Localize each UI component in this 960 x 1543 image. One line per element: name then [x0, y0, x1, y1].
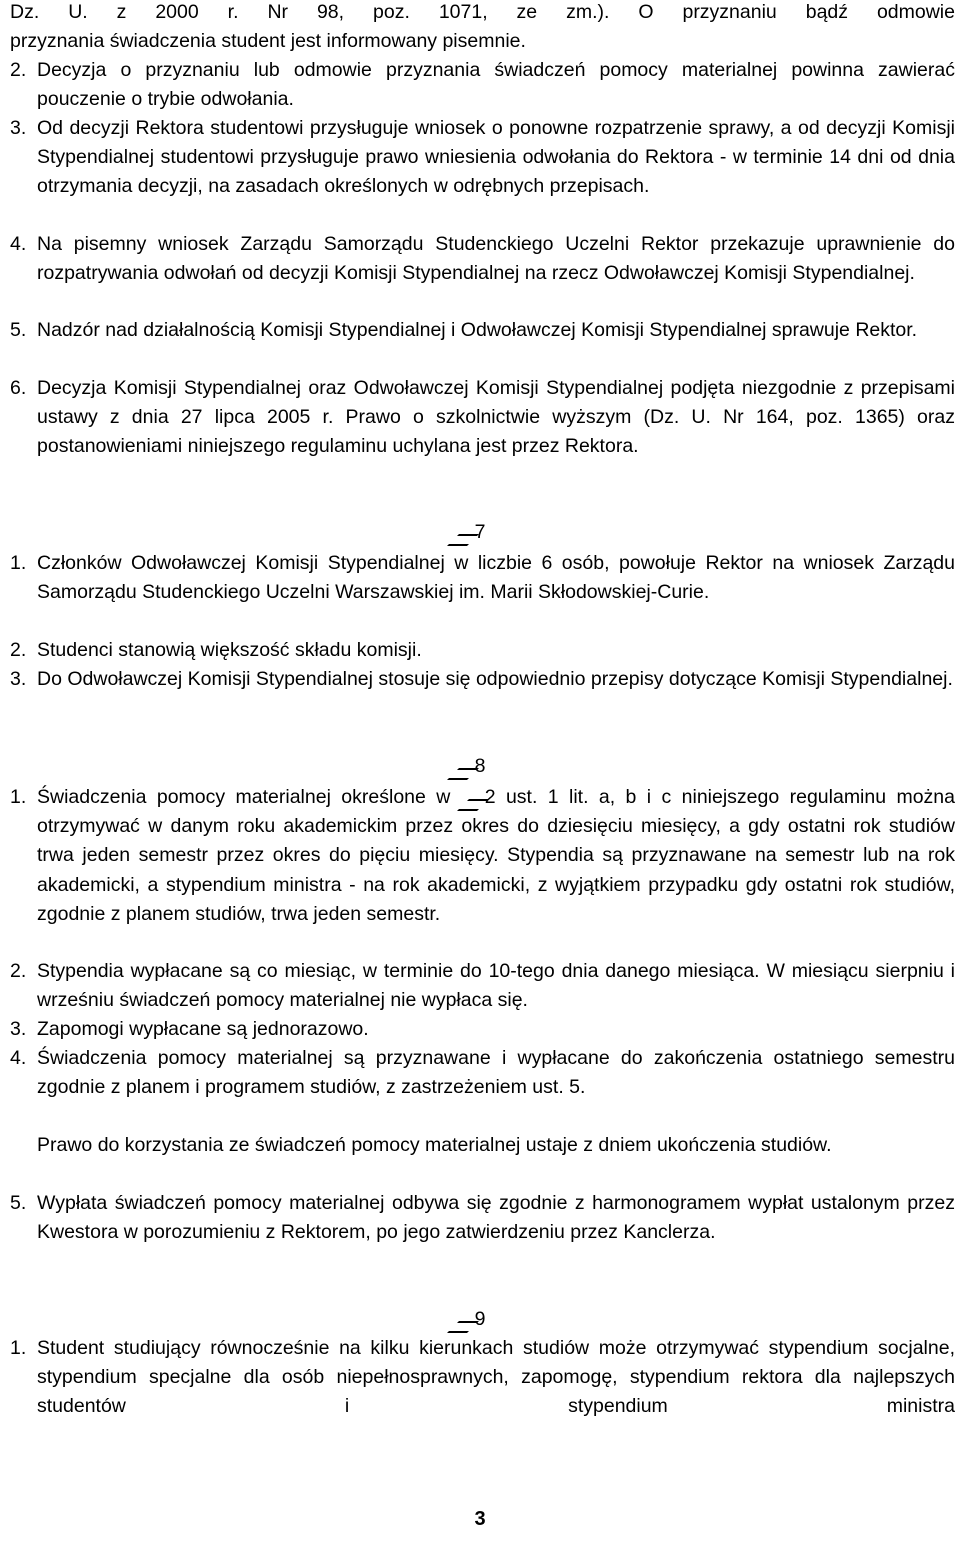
list-item: [10, 549, 955, 607]
top-line-1: Dz. U. z 2000 r. Nr 98, poz. 1071, ze zm.). O przyznaniu bądź odmowie: [10, 1, 955, 23]
list-item: [10, 1334, 955, 1422]
list-item: [10, 114, 955, 202]
item-number: 2.: [10, 59, 27, 81]
item-number: 4.: [10, 233, 27, 255]
item-text: Decyzja o przyznaniu lub odmowie przyznania świadczeń pomocy materialnej powinna zawierać pouczenie o trybie odwołania.: [37, 59, 955, 111]
item-number: 2.: [10, 960, 27, 982]
top-continuation: [10, 0, 955, 56]
list-item: [10, 636, 955, 665]
item-number: 5.: [10, 1192, 27, 1214]
list-item: [10, 1015, 955, 1044]
item-text-part: ust. 1 lit. a, b i c niniejszego regulaminu można otrzymywać w danym roku akademickim przez okres do dziesięciu miesięcy, a gdy ostatni rok studiów trwa jeden semestr przez okres do pięciu miesięcy. Stypendia są przyznawane na semestr lub na rok akademicki, a stypendium ministra - na rok akademicki, z wyjątkiem przypadku gdy ostatni rok studiów, zgodnie z planem studiów, trwa jeden semestr.: [37, 786, 955, 925]
item-number: 3.: [10, 1018, 27, 1040]
list-item: [10, 56, 955, 114]
item-text: Członków Odwoławczej Komisji Stypendialnej w liczbie 6 osób, powołuje Rektor na wniosek Zarządu Samorządu Studenckiego Uczelni Warszawskiej im. Marii Skłodowskiej-Curie.: [37, 552, 955, 604]
list-item: [10, 783, 955, 929]
item-text: Świadczenia pomocy materialnej są przyznawane i wypłacane do zakończenia ostatniego semestru zgodnie z planem i programem studiów, z zastrzeżeniem ust. 5.: [37, 1047, 955, 1099]
item-text-part: Świadczenia pomocy materialnej określone w: [37, 786, 461, 808]
top-line-2: przyznania świadczenia student jest informowany pisemnie.: [10, 30, 526, 53]
section-number: 9: [474, 1308, 486, 1330]
list-item: [10, 316, 955, 345]
item-text: Zapomogi wypłacane są jednorazowo.: [37, 1018, 369, 1040]
page-number: 3: [474, 1508, 486, 1530]
item-text: Stypendia wypłacane są co miesiąc, w terminie do 10-tego dnia danego miesiąca. W miesiącu sierpniu i wrześniu świadczeń pomocy materialnej nie wypłaca się.: [37, 960, 955, 1012]
item-text: Decyzja Komisji Stypendialnej oraz Odwoławczej Komisji Stypendialnej podjęta niezgodnie z przepisami ustawy z dnia 27 lipca 2005 r. Prawo o szkolnictwie wyższym (Dz. U. Nr 164, poz. 1365) oraz postanowieniami niniejszego regulaminu uchylana jest przez Rektora.: [37, 377, 955, 458]
item-number: 1.: [10, 552, 27, 574]
section-reference: 2: [484, 786, 496, 808]
section-heading-9: [0, 1305, 960, 1334]
item-text: Wypłata świadczeń pomocy materialnej odbywa się zgodnie z harmonogramem wypłat ustalonym przez Kwestora w porozumieniu z Rektorem, po jego zatwierdzeniu przez Kanclerza.: [37, 1192, 955, 1244]
item-text: Nadzór nad działalnością Komisji Stypendialnej i Odwoławczej Komisji Stypendialnej sprawuje Rektor.: [37, 319, 918, 341]
item-number: 6.: [10, 377, 27, 399]
item-text: Od decyzji Rektora studentowi przysługuje wniosek o ponowne rozpatrzenie sprawy, a od decyzji Komisji Stypendialnej studentowi przysługuje prawo wniesienia odwołania do Rektora - w terminie 14 dni od dnia otrzymania decyzji, na zasadach określonych w odrębnych przepisach.: [37, 117, 955, 198]
section-heading-8: [0, 752, 960, 781]
list-item: [10, 1044, 955, 1102]
section-number: 7: [474, 521, 486, 543]
item-text: Do Odwoławczej Komisji Stypendialnej stosuje się odpowiednio przepisy dotyczące Komisji Stypendialnej.: [37, 668, 953, 690]
item-number: 3.: [10, 117, 27, 139]
item-number: 1.: [10, 786, 27, 808]
item-text: Studenci stanowią większość składu komisji.: [37, 639, 422, 661]
item-number: 4.: [10, 1047, 27, 1069]
item-number: 2.: [10, 639, 27, 661]
item-text: [37, 783, 955, 929]
list-item: [10, 374, 955, 462]
list-item: [10, 957, 955, 1015]
list-item: [10, 1189, 955, 1247]
section-number: 8: [474, 755, 486, 777]
item-number: 3.: [10, 668, 27, 690]
item-continuation: Prawo do korzystania ze świadczeń pomocy materialnej ustaje z dniem ukończenia studiów.: [37, 1134, 832, 1156]
list-item: [10, 665, 955, 694]
item-text: Student studiujący równocześnie na kilku kierunkach studiów może otrzymywać stypendium socjalne, stypendium specjalne dla osób niepełnosprawnych, zapomogę, stypendium rektora dla najlepszych studentów i stypendium ministra: [37, 1337, 955, 1418]
item-text: Na pisemny wniosek Zarządu Samorządu Studenckiego Uczelni Rektor przekazuje uprawnienie do rozpatrywania odwołań od decyzji Komisji Stypendialnej na rzecz Odwoławczej Komisji Stypendialnej.: [37, 233, 955, 285]
item-number: 1.: [10, 1337, 27, 1359]
item-number: 5.: [10, 319, 27, 341]
list-item: [10, 230, 955, 288]
section-heading-7: [0, 518, 960, 547]
